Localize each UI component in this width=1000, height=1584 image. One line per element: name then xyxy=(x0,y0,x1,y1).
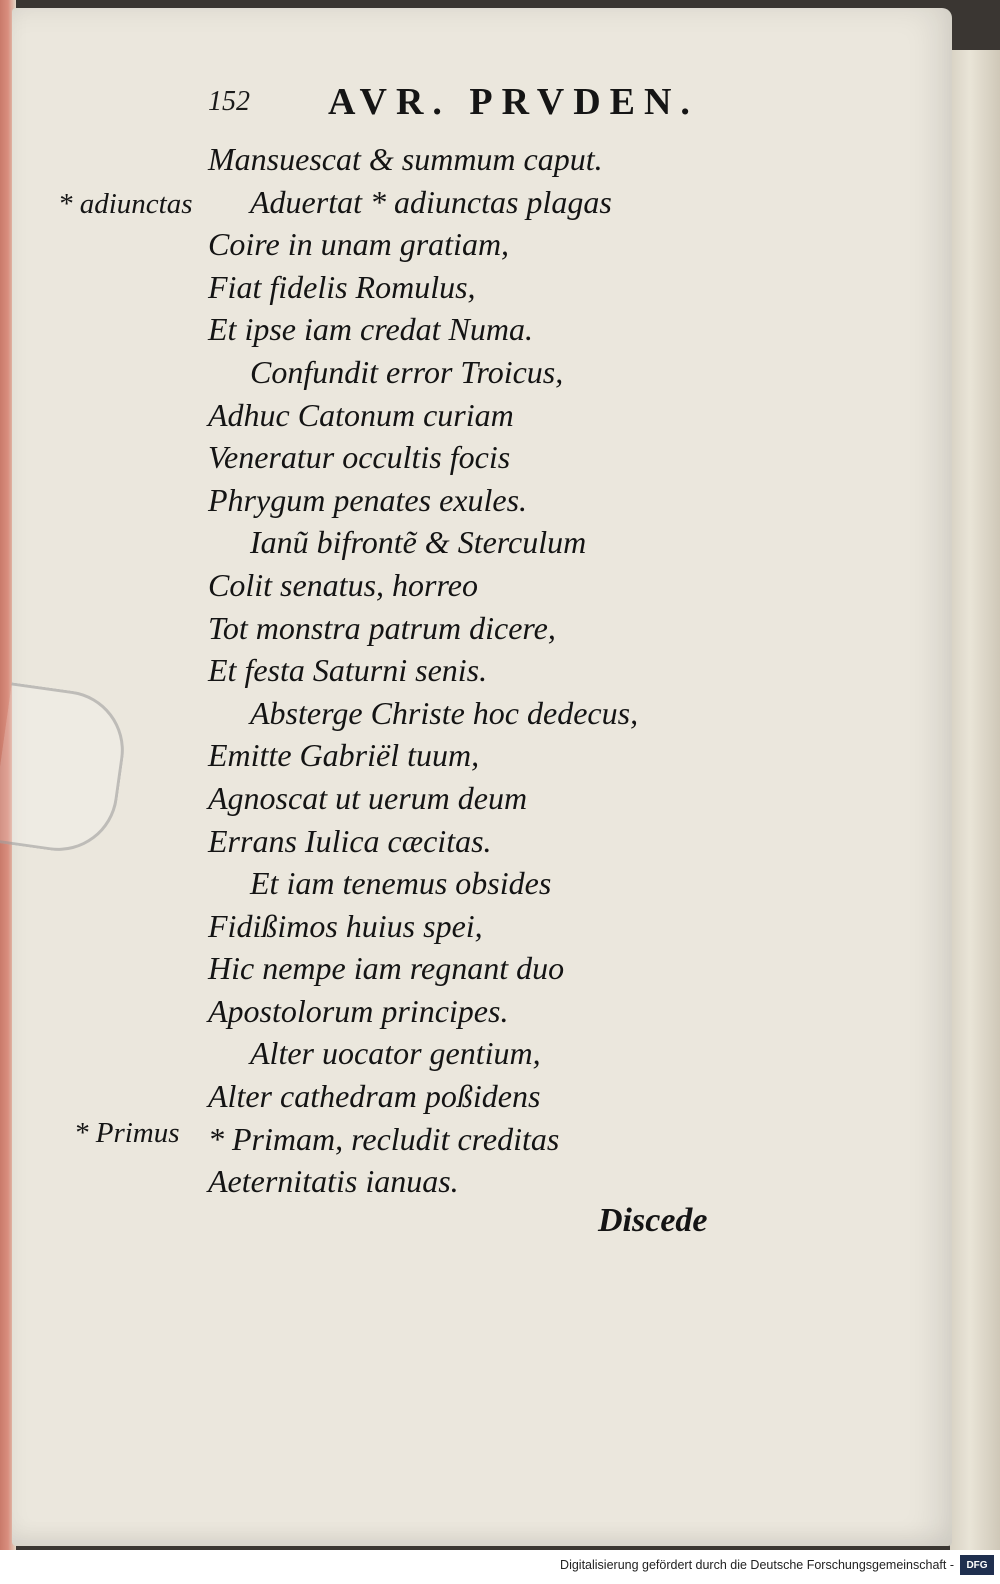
verse-line: Adhuc Catonum curiam xyxy=(208,396,514,433)
credit-text: Digitalisierung gefördert durch die Deutsche Forschungsgemeinschaft - xyxy=(560,1558,954,1572)
verse-line: Errans Iulica cæcitas. xyxy=(208,822,492,859)
verse-line: Et festa Saturni senis. xyxy=(208,652,488,689)
verse-line: Agnoscat ut uerum deum xyxy=(208,779,528,816)
marginal-note: * adiunctas xyxy=(58,188,193,220)
marginal-note: * Primus xyxy=(74,1117,180,1149)
verse-line: Tot monstra patrum dicere, xyxy=(208,609,556,646)
page-edge-right xyxy=(950,50,1000,1550)
verse-line: Confundit error Troicus, xyxy=(250,353,564,390)
verse-line: Fiat fidelis Romulus, xyxy=(208,268,476,305)
page-number: 152 xyxy=(208,86,250,117)
verse-line: Veneratur occultis focis xyxy=(208,439,511,476)
running-head: AVR. PRVDEN. xyxy=(328,81,699,123)
verse-line: Hic nempe iam regnant duo xyxy=(208,950,565,987)
verse-line: Apostolorum principes. xyxy=(208,992,509,1029)
verse-line: Alter cathedram poßidens xyxy=(208,1078,541,1115)
verse-line: Aeternitatis ianuas. xyxy=(208,1163,459,1200)
verse-line: Phrygum penates exules. xyxy=(208,481,528,518)
verse-line: Mansuescat & summum caput. xyxy=(208,141,603,177)
verse-line: Colit senatus, horreo xyxy=(208,566,478,603)
verse-line: Aduertat * adiunctas plagas xyxy=(250,183,612,220)
dfg-logo: DFG xyxy=(960,1555,994,1575)
verse-line: * Primam, recludit creditas xyxy=(208,1120,560,1157)
verse-line: Ianũ bifrontẽ & Sterculum xyxy=(250,524,587,561)
verse-line: Coire in unam gratiam, xyxy=(208,226,510,263)
verse-line: Absterge Christe hoc dedecus, xyxy=(250,694,639,731)
verse-line: Emitte Gabriël tuum, xyxy=(208,737,480,774)
verse-line: Alter uocator gentium, xyxy=(250,1035,541,1072)
verse-line: Et iam tenemus obsides xyxy=(250,865,552,902)
verse-line: Fidißimos huius spei, xyxy=(208,907,483,944)
verse-block xyxy=(208,138,768,1203)
page-header xyxy=(208,80,808,130)
catchword: Discede xyxy=(598,1202,708,1239)
verse-line: Et ipse iam credat Numa. xyxy=(208,311,533,348)
